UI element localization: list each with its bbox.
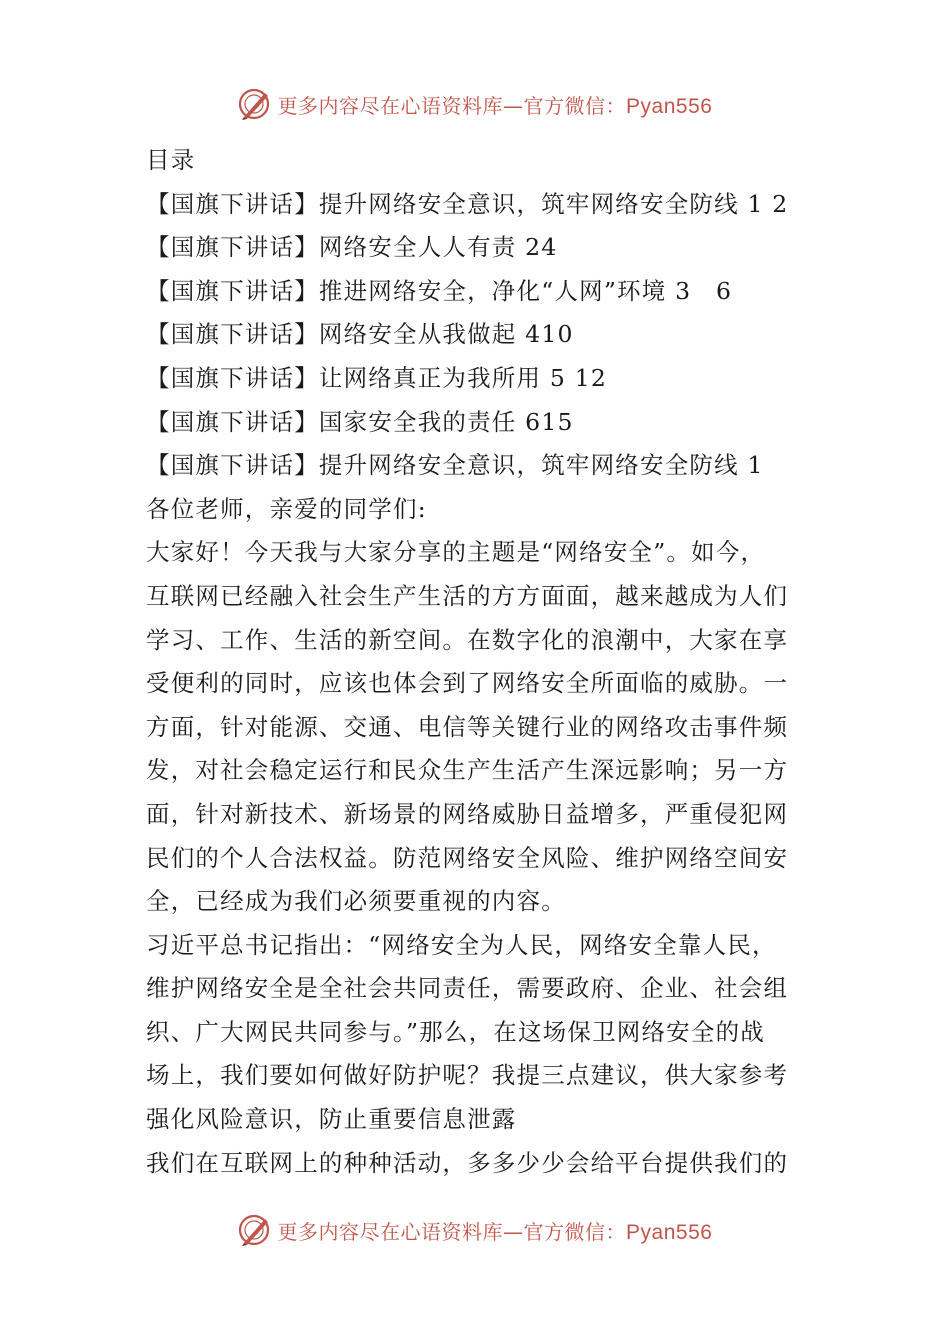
- watermark-text: 更多内容尽在心语资料库—官方微信：Pyan556: [277, 1219, 713, 1244]
- paragraph-line: 受便利的同时，应该也体会到了网络安全所面临的威胁。一: [146, 669, 789, 698]
- toc-item: 【国旗下讲话】提升网络安全意识，筑牢网络安全防线 1 2: [146, 189, 789, 218]
- pen-logo-icon: [238, 1213, 272, 1247]
- paragraph-line: 场上，我们要如何做好防护呢？我提三点建议，供大家参考: [146, 1061, 789, 1090]
- paragraph-line: 我们在互联网上的种种活动，多多少少会给平台提供我们的: [146, 1148, 789, 1177]
- toc-item: 【国旗下讲话】让网络真正为我所用 5 12: [146, 363, 607, 392]
- salutation: 各位老师，亲爱的同学们:: [146, 494, 427, 523]
- paragraph-line: 面，针对新技术、新场景的网络威胁日益增多，严重侵犯网: [146, 799, 789, 828]
- toc-title: 目录: [146, 146, 196, 174]
- watermark-text: 更多内容尽在心语资料库—官方微信：Pyan556: [277, 93, 713, 118]
- toc-item: 【国旗下讲话】推进网络安全，净化“人网”环境 3 6: [146, 276, 733, 305]
- paragraph-line: 互联网已经融入社会生产生活的方方面面，越来越成为人们: [146, 581, 789, 610]
- toc-item: 【国旗下讲话】网络安全从我做起 410: [146, 320, 574, 349]
- paragraph-line: 方面，针对能源、交通、电信等关键行业的网络攻击事件频: [146, 712, 789, 741]
- paragraph-line: 学习、工作、生活的新空间。在数字化的浪潮中，大家在享: [146, 625, 789, 654]
- pen-logo-icon: [238, 87, 272, 121]
- paragraph-line: 织、广大网民共同参与。”那么，在这场保卫网络安全的战: [146, 1017, 765, 1046]
- toc-item: 【国旗下讲话】国家安全我的责任 615: [146, 407, 574, 436]
- document-body: [146, 139, 816, 1185]
- paragraph-line: 全，已经成为我们必须要重视的内容。: [146, 887, 566, 916]
- watermark-wechat-id: Pyan556: [626, 1220, 713, 1244]
- watermark-header: [0, 84, 950, 124]
- paragraph-line: 民们的个人合法权益。防范网络安全风险、维护网络空间安: [146, 843, 789, 872]
- watermark-footer: [0, 1210, 950, 1250]
- watermark-wechat-id: Pyan556: [626, 94, 713, 118]
- paragraph-line: 习近平总书记指出：“网络安全为人民，网络安全靠人民，: [146, 930, 777, 959]
- subheading: 强化风险意识，防止重要信息泄露: [146, 1105, 517, 1134]
- paragraph-line: 大家好！今天我与大家分享的主题是“网络安全”。如今，: [146, 538, 766, 567]
- toc-item: 【国旗下讲话】网络安全人人有责 24: [146, 233, 558, 262]
- paragraph-line: 发，对社会稳定运行和民众生产生活产生深远影响；另一方: [146, 756, 789, 785]
- section-heading: 【国旗下讲话】提升网络安全意识，筑牢网络安全防线 1: [146, 451, 764, 480]
- paragraph-line: 维护网络安全是全社会共同责任，需要政府、企业、社会组: [146, 974, 789, 1003]
